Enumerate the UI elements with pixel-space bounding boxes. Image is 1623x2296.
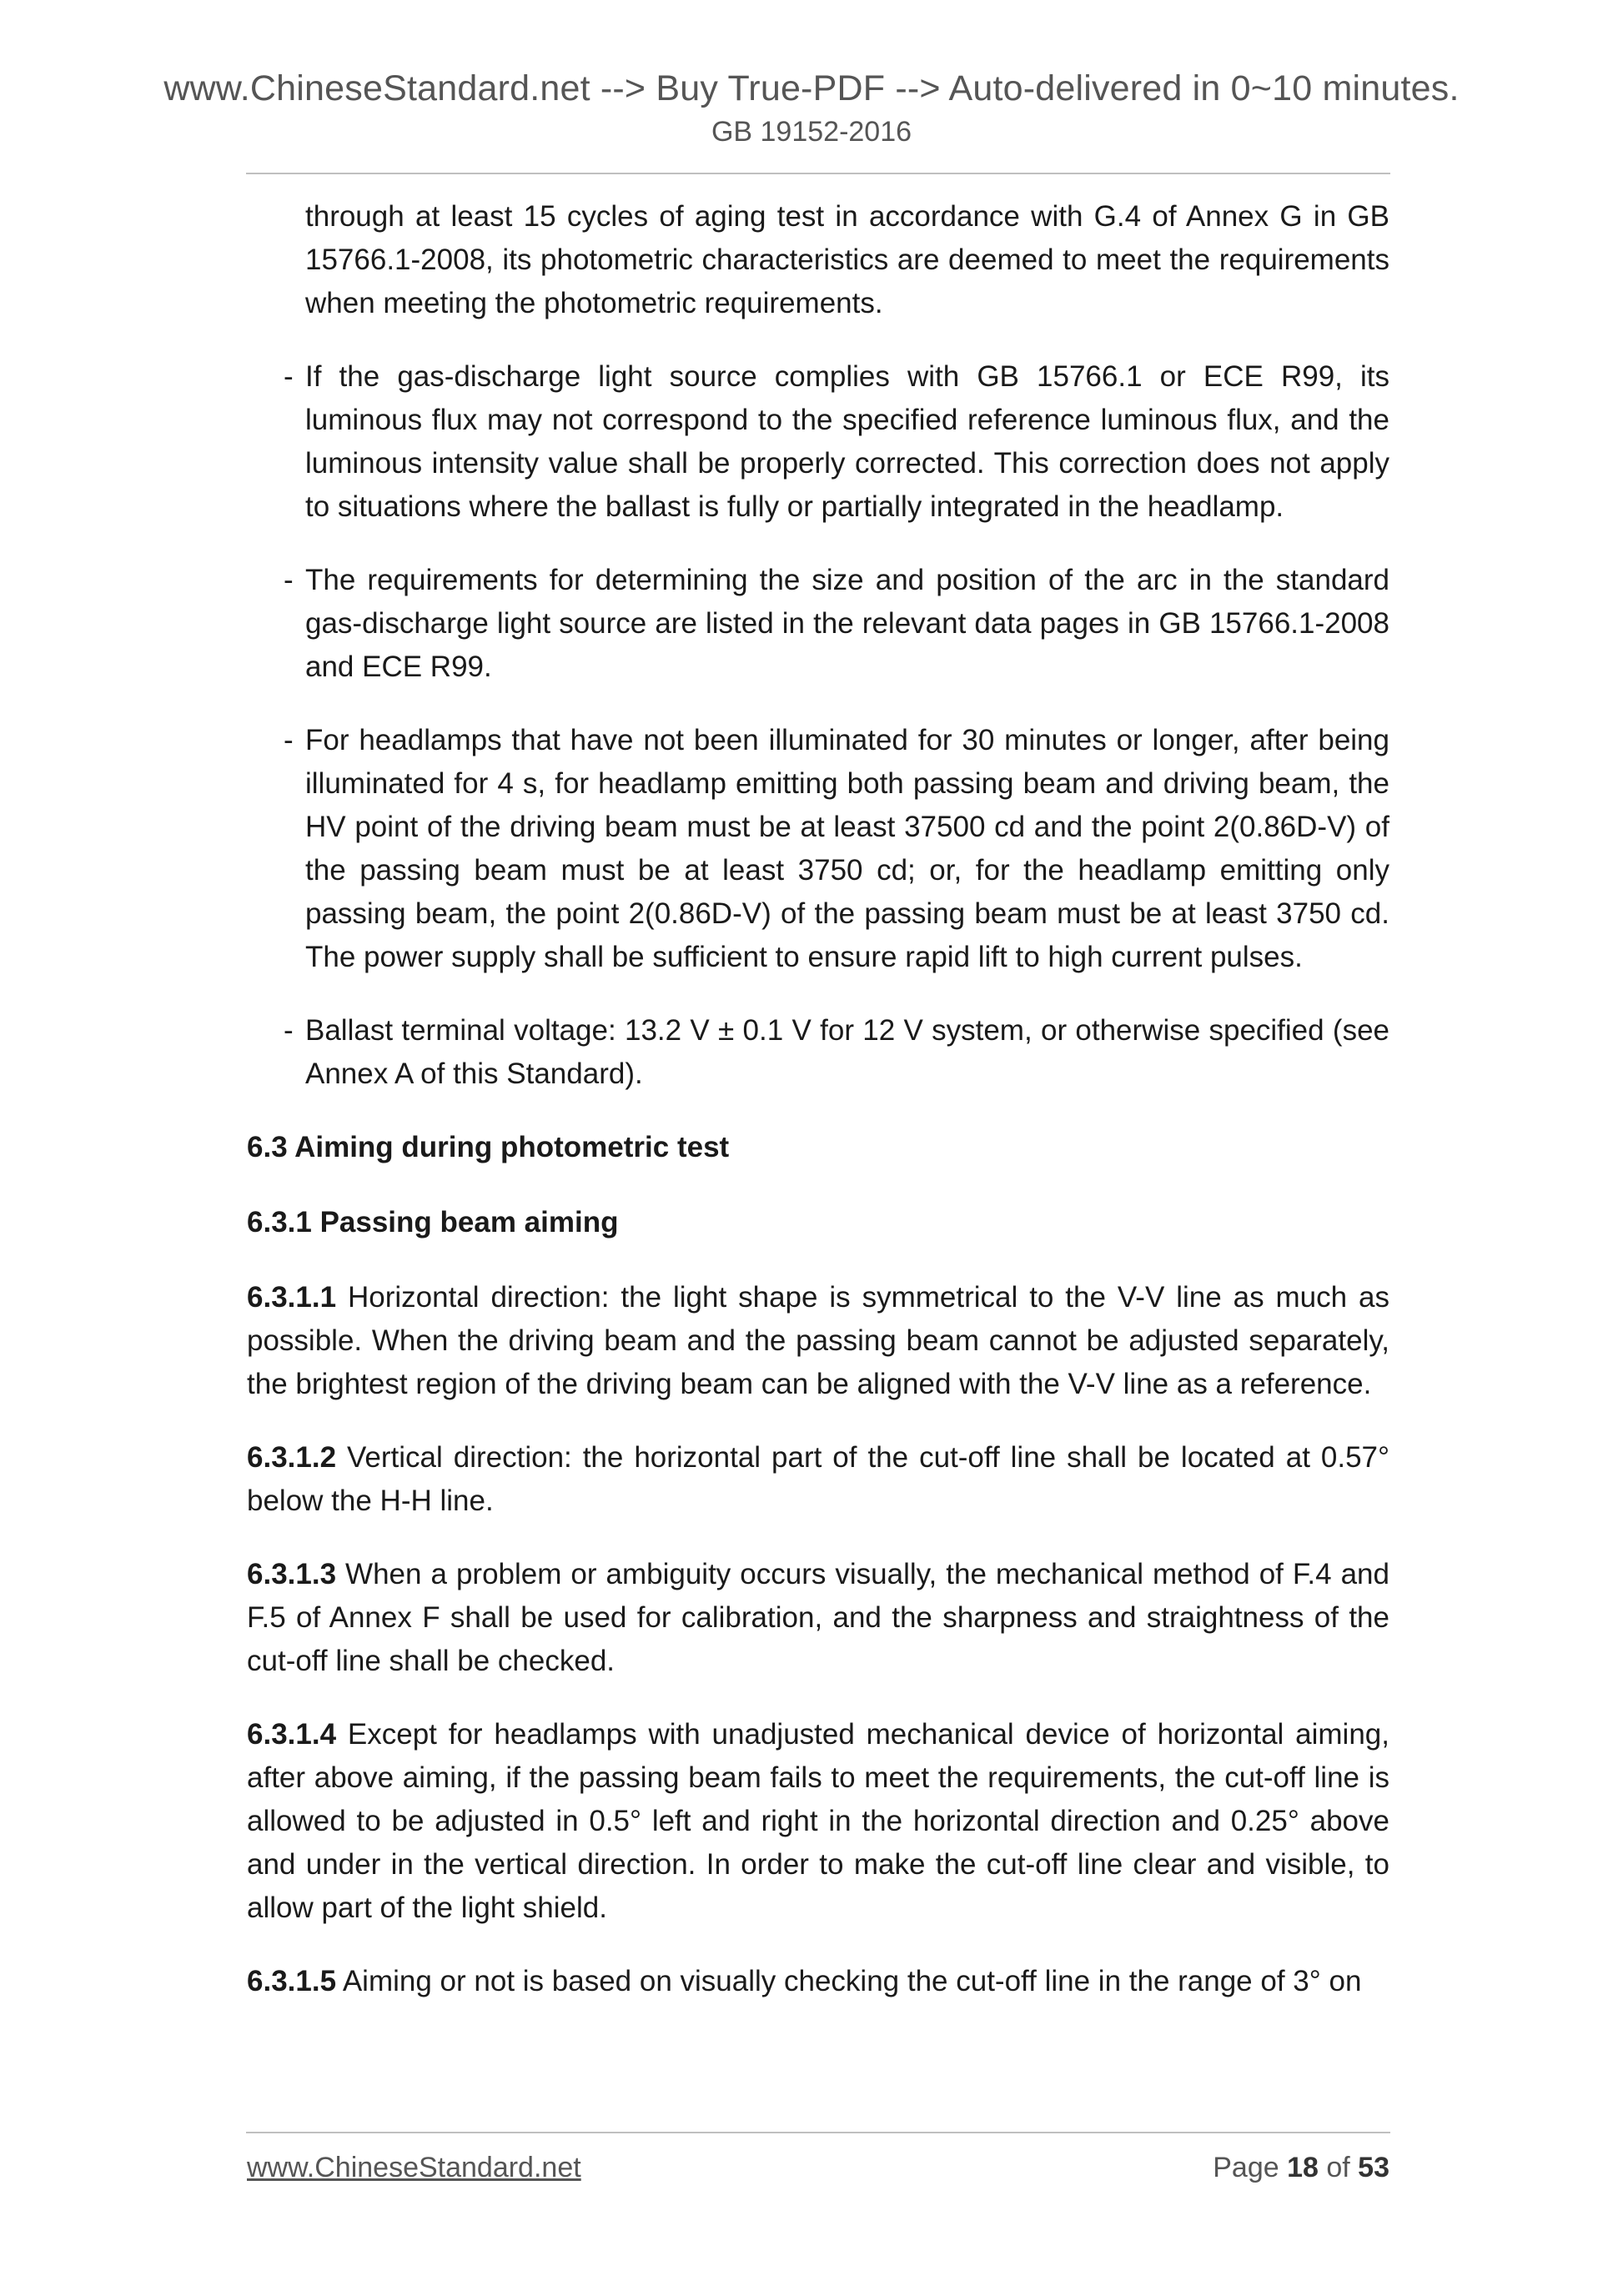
page-current: 18 (1287, 2152, 1319, 2183)
clause-text: Except for headlamps with unadjusted mechanical device of horizontal aiming, after above aiming, if the passing beam fails to meet the requirements, the cut-off line is allowed to be adjusted in 0.5° left and right in the horizontal direction and 0.25° above and under in the vertical direction. In order to make the cut-off line clear and visible, to allow part of the light shield. (247, 1718, 1389, 1924)
clause-paragraph (247, 1276, 1389, 1406)
bullet-text: For headlamps that have not been illuminated for 30 minutes or longer, after being illuminated for 4 s, for headlamp emitting both passing beam and driving beam, the HV point of the driving beam must be at least 37500 cd and the point 2(0.86D-V) of the passing beam must be at least 3750 cd; or, for the headlamp emitting only passing beam, the point 2(0.86D-V) of the passing beam must be at least 3750 cd. The power supply shall be sufficient to ensure rapid lift to high current pulses. (305, 724, 1389, 973)
bullet-text: Ballast terminal voltage: 13.2 V ± 0.1 V for 12 V system, or otherwise specified (see Annex A of this Standard). (305, 1014, 1389, 1090)
continuation-paragraph: through at least 15 cycles of aging test in accordance with G.4 of Annex G in GB 15766.1-2008, its photometric characteristics are deemed to meet the requirements when meeting the photometric requirements. (305, 200, 1389, 319)
clause-paragraph (247, 1960, 1389, 2003)
document-body (247, 195, 1389, 2033)
clause-text: Horizontal direction: the light shape is symmetrical to the V-V line as much as possible. When the driving beam and the passing beam cannot be adjusted separately, the brightest region of the driving beam can be aligned with the V-V line as a reference. (247, 1281, 1389, 1400)
clause-text: When a problem or ambiguity occurs visually, the mechanical method of F.4 and F.5 of Annex F shall be used for calibration, and the sharpness and straightness of the cut-off line shall be checked. (247, 1558, 1389, 1677)
bullet-item (247, 719, 1389, 979)
clause-paragraph (247, 1553, 1389, 1683)
clause-number: 6.3.1.1 (247, 1281, 337, 1314)
page-footer (247, 2152, 1389, 2193)
bullet-item (247, 559, 1389, 689)
bullet-item (247, 1009, 1389, 1096)
bullet-text: The requirements for determining the size and position of the arc in the standard gas-discharge light source are listed in the relevant data pages in GB 15766.1-2008 and ECE R99. (305, 564, 1389, 683)
clause-number: 6.3.1.4 (247, 1718, 337, 1751)
bullet-marker: - (284, 360, 294, 393)
document-number: GB 19152-2016 (711, 116, 912, 148)
header-banner: www.ChineseStandard.net --> Buy True-PDF --> Auto-delivered in 0~10 minutes. (163, 68, 1460, 108)
header-divider (246, 173, 1390, 174)
subsection-heading: 6.3.1 Passing beam aiming (247, 1206, 619, 1238)
page-header (0, 65, 1623, 150)
clause-paragraph (247, 1436, 1389, 1523)
page-total: 53 (1358, 2152, 1389, 2183)
clause-text: Vertical direction: the horizontal part of the cut-off line shall be located at 0.57° below the H-H line. (247, 1441, 1389, 1517)
bullet-marker: - (284, 1014, 294, 1047)
bullet-text: If the gas-discharge light source complies with GB 15766.1 or ECE R99, its luminous flux may not correspond to the specified reference luminous flux, and the luminous intensity value shall be properly corrected. This correction does not apply to situations where the ballast is fully or partially integrated in the headlamp. (305, 360, 1389, 523)
footer-site-link[interactable]: www.ChineseStandard.net (247, 2152, 581, 2183)
clause-number: 6.3.1.2 (247, 1441, 337, 1474)
clause-number: 6.3.1.3 (247, 1558, 337, 1590)
clause-number: 6.3.1.5 (247, 1965, 337, 1997)
page-prefix: Page (1213, 2152, 1288, 2183)
page-of: of (1318, 2152, 1359, 2183)
footer-divider (246, 2132, 1390, 2133)
bullet-marker: - (284, 724, 294, 756)
clause-text: Aiming or not is based on visually checking the cut-off line in the range of 3° on (336, 1965, 1362, 1997)
bullet-marker: - (284, 564, 294, 596)
clause-paragraph (247, 1713, 1389, 1930)
page-indicator (1213, 2152, 1389, 2184)
bullet-item (247, 355, 1389, 529)
section-heading: 6.3 Aiming during photometric test (247, 1131, 730, 1163)
